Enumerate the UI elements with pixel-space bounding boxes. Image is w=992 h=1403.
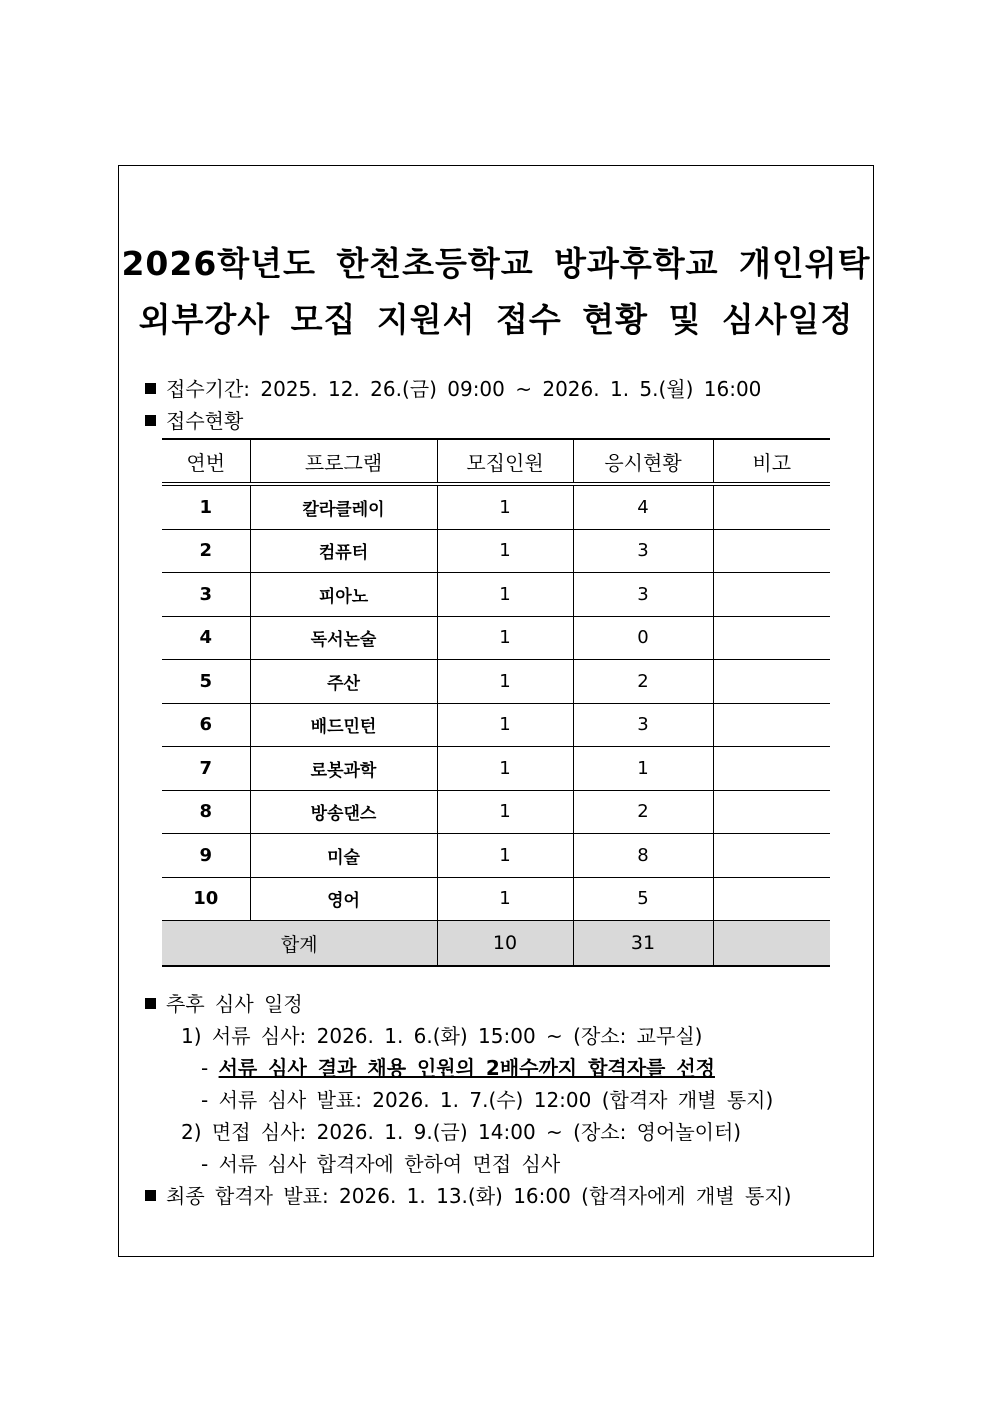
row-note [713,573,830,617]
row-note [713,616,830,660]
total-applicants: 31 [573,921,713,967]
row-applicants: 0 [573,616,713,660]
period-line [145,373,761,402]
row-applicants: 3 [573,703,713,747]
row-program: 주산 [250,660,437,704]
schedule-step2: 2) 면접 심사: 2026. 1. 9.(금) 14:00 ~ (장소: 영어놀이터) [181,1120,742,1144]
table-header-row [162,439,830,484]
row-program: 영어 [250,877,437,921]
row-program: 로봇과학 [250,747,437,791]
row-note [713,484,830,529]
header-program: 프로그램 [250,439,437,484]
row-quota: 1 [437,660,573,704]
schedule-step1-announce: - 서류 심사 발표: 2026. 1. 7.(수) 12:00 (합격자 개별 통지) [201,1088,774,1112]
table-row [162,529,830,573]
total-quota: 10 [437,921,573,967]
table-row [162,660,830,704]
table-row [162,877,830,921]
document-frame [118,165,874,1257]
table-row [162,747,830,791]
row-no: 5 [162,660,250,704]
header-no: 연번 [162,439,250,484]
dash-marker: - [201,1056,209,1080]
row-quota: 1 [437,790,573,834]
row-quota: 1 [437,747,573,791]
total-note [713,921,830,967]
total-label: 합계 [162,921,437,967]
schedule-step1-note: 서류 심사 결과 채용 인원의 2배수까지 합격자를 선정 [218,1056,715,1080]
row-program: 배드민턴 [250,703,437,747]
schedule-heading: 추후 심사 일정 [166,992,303,1016]
row-note [713,703,830,747]
square-bullet-icon [145,415,156,426]
row-no: 1 [162,484,250,529]
status-heading: 접수현황 [166,409,244,433]
row-note [713,834,830,878]
row-quota: 1 [437,573,573,617]
status-table [162,438,830,967]
table-row [162,703,830,747]
schedule-step2-note: - 서류 심사 합격자에 한하여 면접 심사 [201,1152,561,1176]
row-applicants: 2 [573,790,713,834]
row-quota: 1 [437,703,573,747]
row-program: 칼라클레이 [250,484,437,529]
row-program: 방송댄스 [250,790,437,834]
row-note [713,747,830,791]
row-no: 9 [162,834,250,878]
header-applicants: 응시현황 [573,439,713,484]
square-bullet-icon [145,998,156,1009]
row-applicants: 2 [573,660,713,704]
total-row [162,921,830,967]
table-row [162,790,830,834]
row-note [713,660,830,704]
row-no: 4 [162,616,250,660]
square-bullet-icon [145,383,156,394]
row-quota: 1 [437,529,573,573]
table-row [162,484,830,529]
row-no: 7 [162,747,250,791]
final-announcement: 최종 합격자 발표: 2026. 1. 13.(화) 16:00 (합격자에게 개별 통지) [166,1184,792,1208]
row-quota: 1 [437,877,573,921]
header-note: 비고 [713,439,830,484]
schedule-heading-line [145,988,303,1017]
header-quota: 모집인원 [437,439,573,484]
row-program: 피아노 [250,573,437,617]
period-text: 접수기간: 2025. 12. 26.(금) 09:00 ~ 2026. 1. 5.(월) 16:00 [166,377,762,401]
row-note [713,529,830,573]
schedule-step1: 1) 서류 심사: 2026. 1. 6.(화) 15:00 ~ (장소: 교무실) [181,1024,703,1048]
row-no: 2 [162,529,250,573]
schedule-step1-note-line [201,1052,715,1081]
title-line-1: 2026학년도 한천초등학교 방과후학교 개인위탁 [121,244,871,283]
row-quota: 1 [437,484,573,529]
row-no: 3 [162,573,250,617]
row-applicants: 3 [573,573,713,617]
row-applicants: 1 [573,747,713,791]
row-note [713,877,830,921]
row-program: 컴퓨터 [250,529,437,573]
row-applicants: 4 [573,484,713,529]
status-heading-line [145,405,243,434]
row-applicants: 5 [573,877,713,921]
table-row [162,834,830,878]
row-no: 6 [162,703,250,747]
table-row [162,616,830,660]
table-row [162,573,830,617]
row-quota: 1 [437,616,573,660]
row-no: 8 [162,790,250,834]
row-program: 미술 [250,834,437,878]
title-line-2: 외부강사 모집 지원서 접수 현황 및 심사일정 [138,300,854,339]
row-program: 독서논술 [250,616,437,660]
row-applicants: 8 [573,834,713,878]
row-no: 10 [162,877,250,921]
row-note [713,790,830,834]
final-line [145,1180,791,1209]
row-quota: 1 [437,834,573,878]
square-bullet-icon [145,1190,156,1201]
row-applicants: 3 [573,529,713,573]
